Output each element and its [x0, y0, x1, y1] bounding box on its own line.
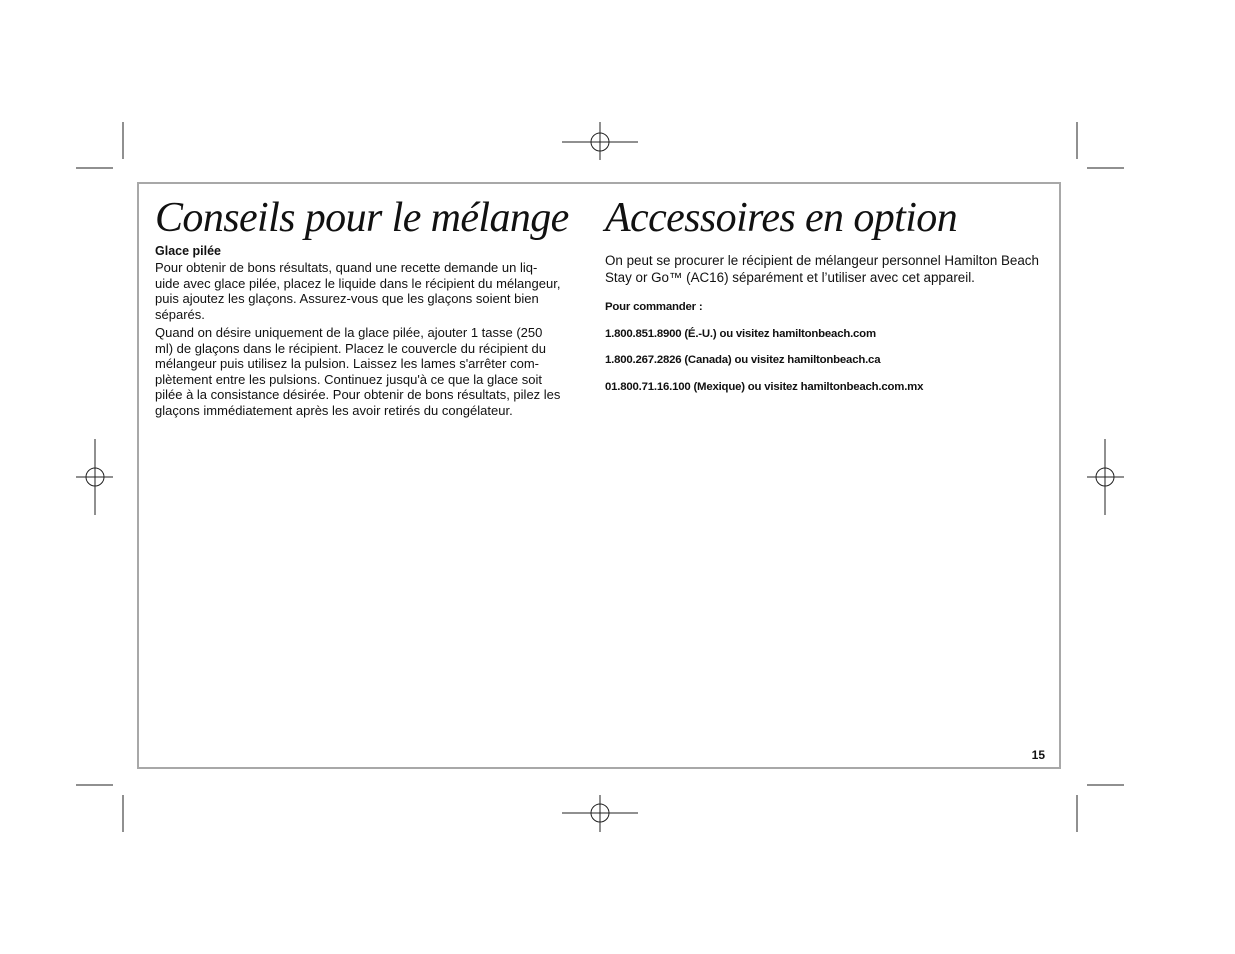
registration-mark-top: [562, 122, 638, 160]
crushed-ice-paragraph-1: Pour obtenir de bons résultats, quand une recette demande un liq-uide avec glace pilée, placez le liquide dans le récipient du mélangeur, puis ajoutez les glaçons. Assurez-vous que les glaçons soient bien séparés.: [155, 260, 561, 322]
registration-mark-right: [1087, 439, 1124, 515]
optional-accessories-heading: Accessoires en option: [605, 195, 958, 241]
page-frame: [137, 182, 1061, 769]
registration-mark-left: [76, 439, 113, 515]
crushed-ice-paragraph-2: Quand on désire uniquement de la glace pilée, ajouter 1 tasse (250 ml) de glaçons dans le récipient. Placez le couvercle du récipient du mélangeur puis utilisez la pulsion. Laissez les lames s'arrêter com-plètement entre les pulsions. Continuez jusqu'à ce que la glace soit pilée à la consistance désirée. Pour obtenir de bons résultats, pilez les glaçons immédiatement après les avoir retirés du congélateur.: [155, 325, 561, 418]
blending-tips-content: [155, 244, 561, 418]
order-phone-canada: 1.800.267.2826 (Canada) ou visitez hamiltonbeach.ca: [605, 354, 881, 366]
order-label: Pour commander :: [605, 301, 703, 313]
accessories-intro-paragraph: On peut se procurer le récipient de mélangeur personnel Hamilton Beach Stay or Go™ (AC16) séparément et l’utiliser avec cet appareil.: [605, 253, 1039, 285]
optional-accessories-content: [605, 252, 1045, 394]
registration-mark-bottom: [562, 795, 638, 832]
blending-tips-heading: Conseils pour le mélange: [155, 195, 569, 241]
page-number: 15: [1031, 748, 1045, 762]
order-phone-mexico: 01.800.71.16.100 (Mexique) ou visitez hamiltonbeach.com.mx: [605, 380, 924, 393]
crushed-ice-subheading: Glace pilée: [155, 244, 222, 258]
order-phone-usa: 1.800.851.8900 (É.-U.) ou visitez hamiltonbeach.com: [605, 327, 876, 340]
